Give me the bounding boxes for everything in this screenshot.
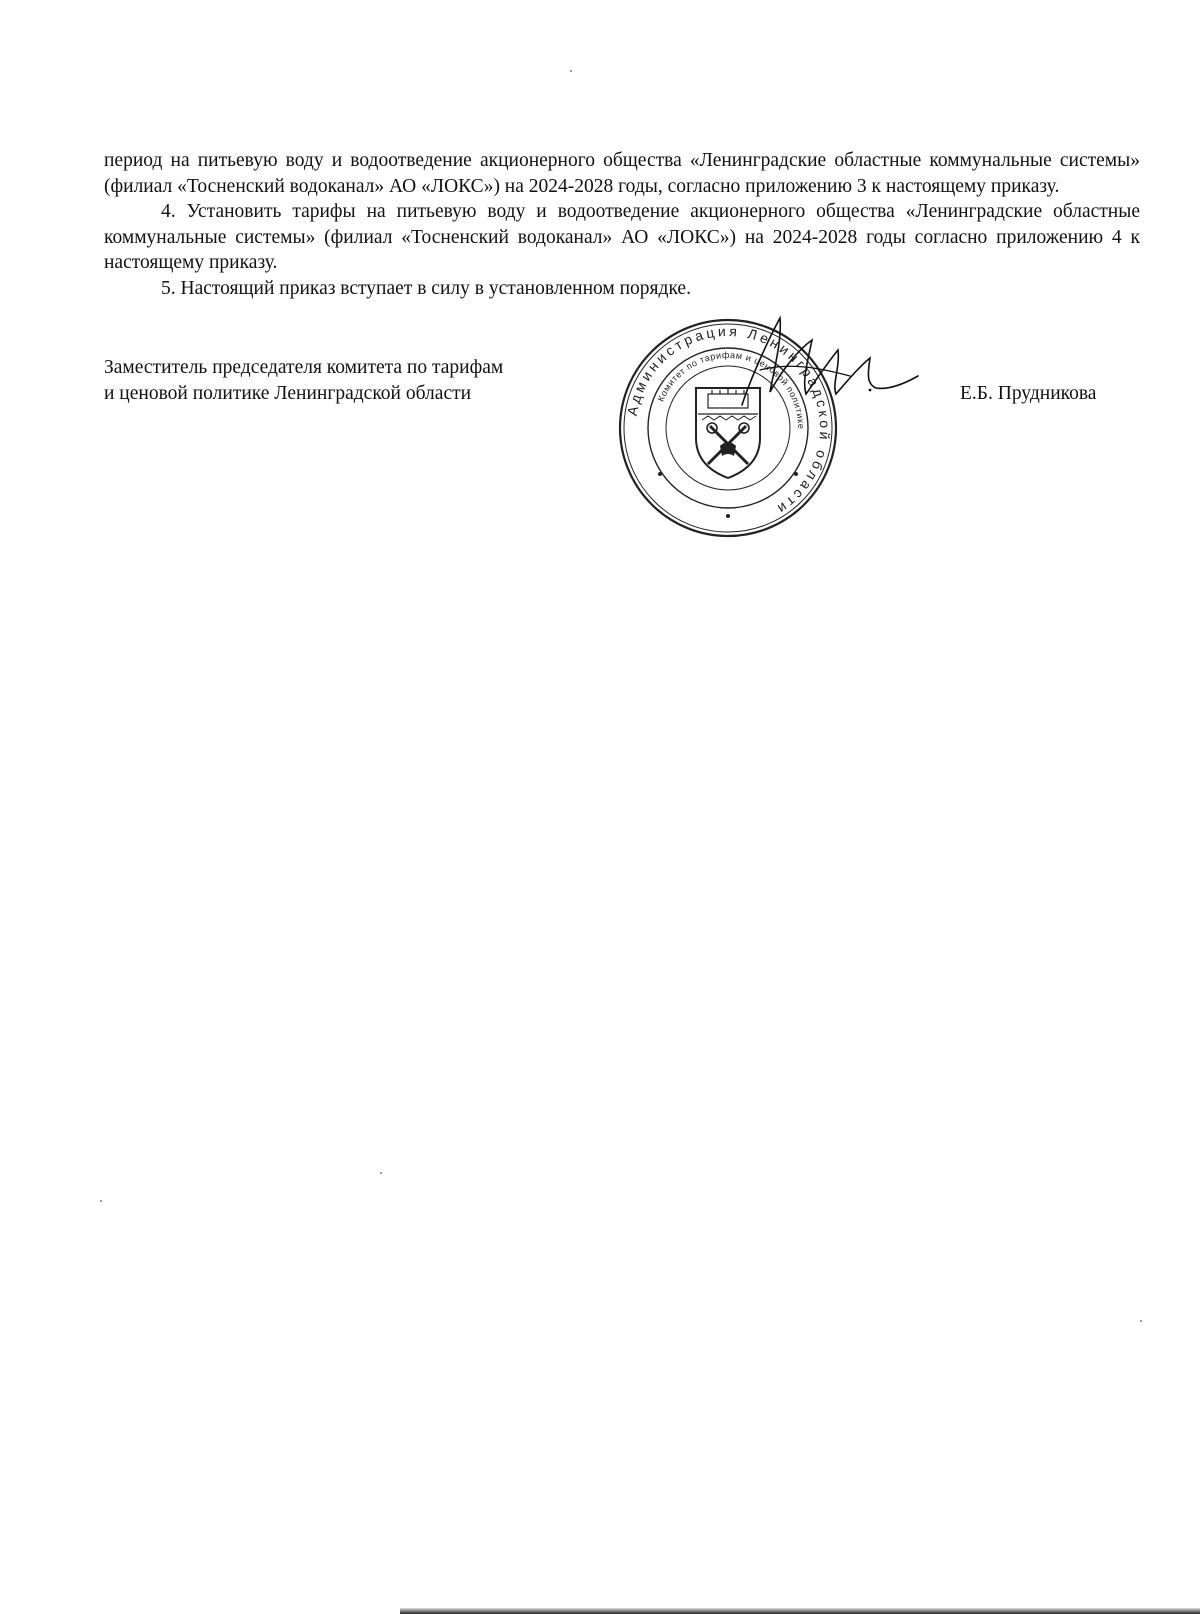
stamp-outer-text: Администрация Ленинградской области	[623, 322, 834, 519]
document-body	[104, 148, 1140, 301]
paragraph-item-4: 4. Установить тарифы на питьевую воду и водоотведение акционерного общества «Ленинградские областные коммунальные системы» (филиал «Тосненский водоканал» АО «ЛОКС») на 2024-2028 годы согласно приложению 4 к настоящему приказу.	[104, 201, 1140, 273]
paragraph-item-5: 5. Настоящий приказ вступает в силу в установленном порядке.	[161, 277, 691, 299]
scan-speck	[100, 1200, 102, 1202]
signatory-name: Е.Б. Прудникова	[960, 383, 1097, 404]
handwritten-signature	[720, 310, 920, 420]
signatory-position-line-2: и ценовой политике Ленинградской области	[104, 382, 472, 404]
signatory-position-line-1: Заместитель председателя комитета по тарифам	[104, 357, 504, 378]
stamp-inner-text: Комитет по тарифам и ценовой политике	[655, 349, 807, 430]
paragraph-continuation: период на питьевую воду и водоотведение акционерного общества «Ленинградские областные коммунальные системы» (филиал «Тосненский водоканал» АО «ЛОКС») на 2024-2028 годы, согласно приложению 3 к настоящему приказу.	[104, 150, 1140, 197]
scan-speck	[570, 70, 572, 72]
scan-bottom-edge	[400, 1608, 1200, 1614]
signatory-position	[104, 355, 503, 406]
scan-speck	[380, 1172, 382, 1174]
scan-speck	[1140, 1320, 1142, 1322]
